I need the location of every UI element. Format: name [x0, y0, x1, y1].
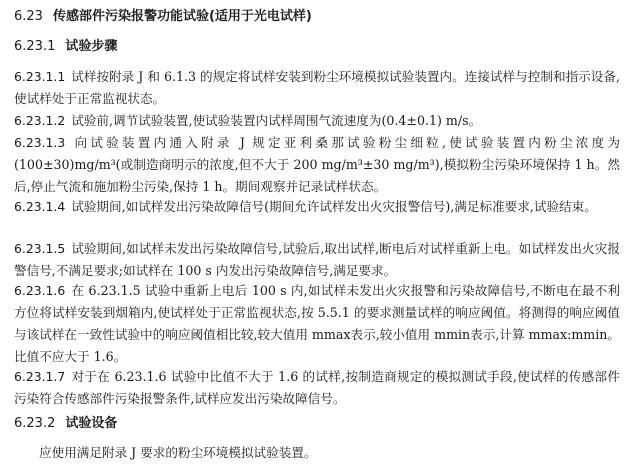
- clause-text: 对于在 6.23.1.6 试验中比值不大于 1.6 的试样,按制造商规定的模拟测试手段,使试样的传感部件污染符合传感部件污染报警条件,试样应发出污染故障信号。: [14, 369, 620, 406]
- subsection-number: 6.23.2: [14, 416, 56, 431]
- subsection-heading-equipment: [14, 416, 117, 432]
- section-number: 6.23: [14, 9, 43, 24]
- clause-6-23-1-6: [14, 280, 620, 368]
- clause-number: 6.23.1.4: [14, 199, 66, 214]
- subsection-title: 试验步骤: [65, 39, 118, 54]
- clause-6-23-1-4: [14, 196, 620, 218]
- clause-text: 试样按附录 J 和 6.1.3 的规定将试样安装到粉尘环境模拟试验装置内。连接试样与控制和指示设备,使试样处于正常监视状态。: [14, 69, 620, 106]
- clause-number: 6.23.1.3: [14, 135, 66, 150]
- section-heading: [14, 9, 312, 25]
- clause-text: 在 6.23.1.5 试验中重新上电后 100 s 内,如试样未发出火灾报警和污染故障信号,不断电在最不利方位将试样安装到烟箱内,使试样处于正常监视状态,按 5.5.1 的要求测量试样的响应阈值。将测得的响应阈值与该试样在一致性试验中的响应阈值相比较,较大值用 mmax表示,较小值用 mmin表示,计算 mmax:mmin。比值不应大于 1.6。: [14, 283, 620, 364]
- clause-number: 6.23.1.1: [14, 69, 66, 84]
- clause-number: 6.23.1.6: [14, 283, 66, 298]
- subsection-number: 6.23.1: [14, 39, 56, 54]
- clause-number: 6.23.1.5: [14, 241, 66, 256]
- equipment-paragraph: 应使用满足附录 J 要求的粉尘环境模拟试验装置。: [39, 445, 317, 460]
- clause-6-23-1-3: [14, 132, 620, 198]
- clause-number: 6.23.1.7: [14, 369, 66, 384]
- clause-text: 试验期间,如试样未发出污染故障信号,试验后,取出试样,断电后对试样重新上电。如试样发出火灾报警信号,不满足要求;如试样在 100 s 内发出污染故障信号,满足要求。: [14, 241, 620, 278]
- clause-number: 6.23.1.2: [14, 113, 66, 128]
- clause-6-23-1-7: [14, 366, 620, 410]
- clause-text: 试验前,调节试验装置,使试验装置内试样周围气流速度为(0.4±0.1) m/s。: [71, 113, 482, 128]
- clause-text: 试验期间,如试样发出污染故障信号(期间允许试样发出火灾报警信号),满足标准要求,试验结束。: [71, 199, 597, 214]
- clause-6-23-1-5: [14, 238, 620, 282]
- subsection-heading-procedure: [14, 39, 117, 55]
- clause-6-23-1-2: [14, 110, 620, 132]
- subsection-title: 试验设备: [65, 416, 118, 431]
- clause-text: 向试验装置内通入附录 J 规定亚利桑那试验粉尘细粒,使试验装置内粉尘浓度为(100±30)mg/m³(或制造商明示的浓度,但不大于 200 mg/m³±30 mg/m³),模拟粉尘污染环境保持 1 h。然后,停止气流和施加粉尘污染,保持 1 h。期间观察并记录试样状态。: [14, 135, 620, 194]
- clause-6-23-1-1: [14, 66, 620, 110]
- section-title: 传感部件污染报警功能试验(适用于光电试样): [52, 9, 312, 24]
